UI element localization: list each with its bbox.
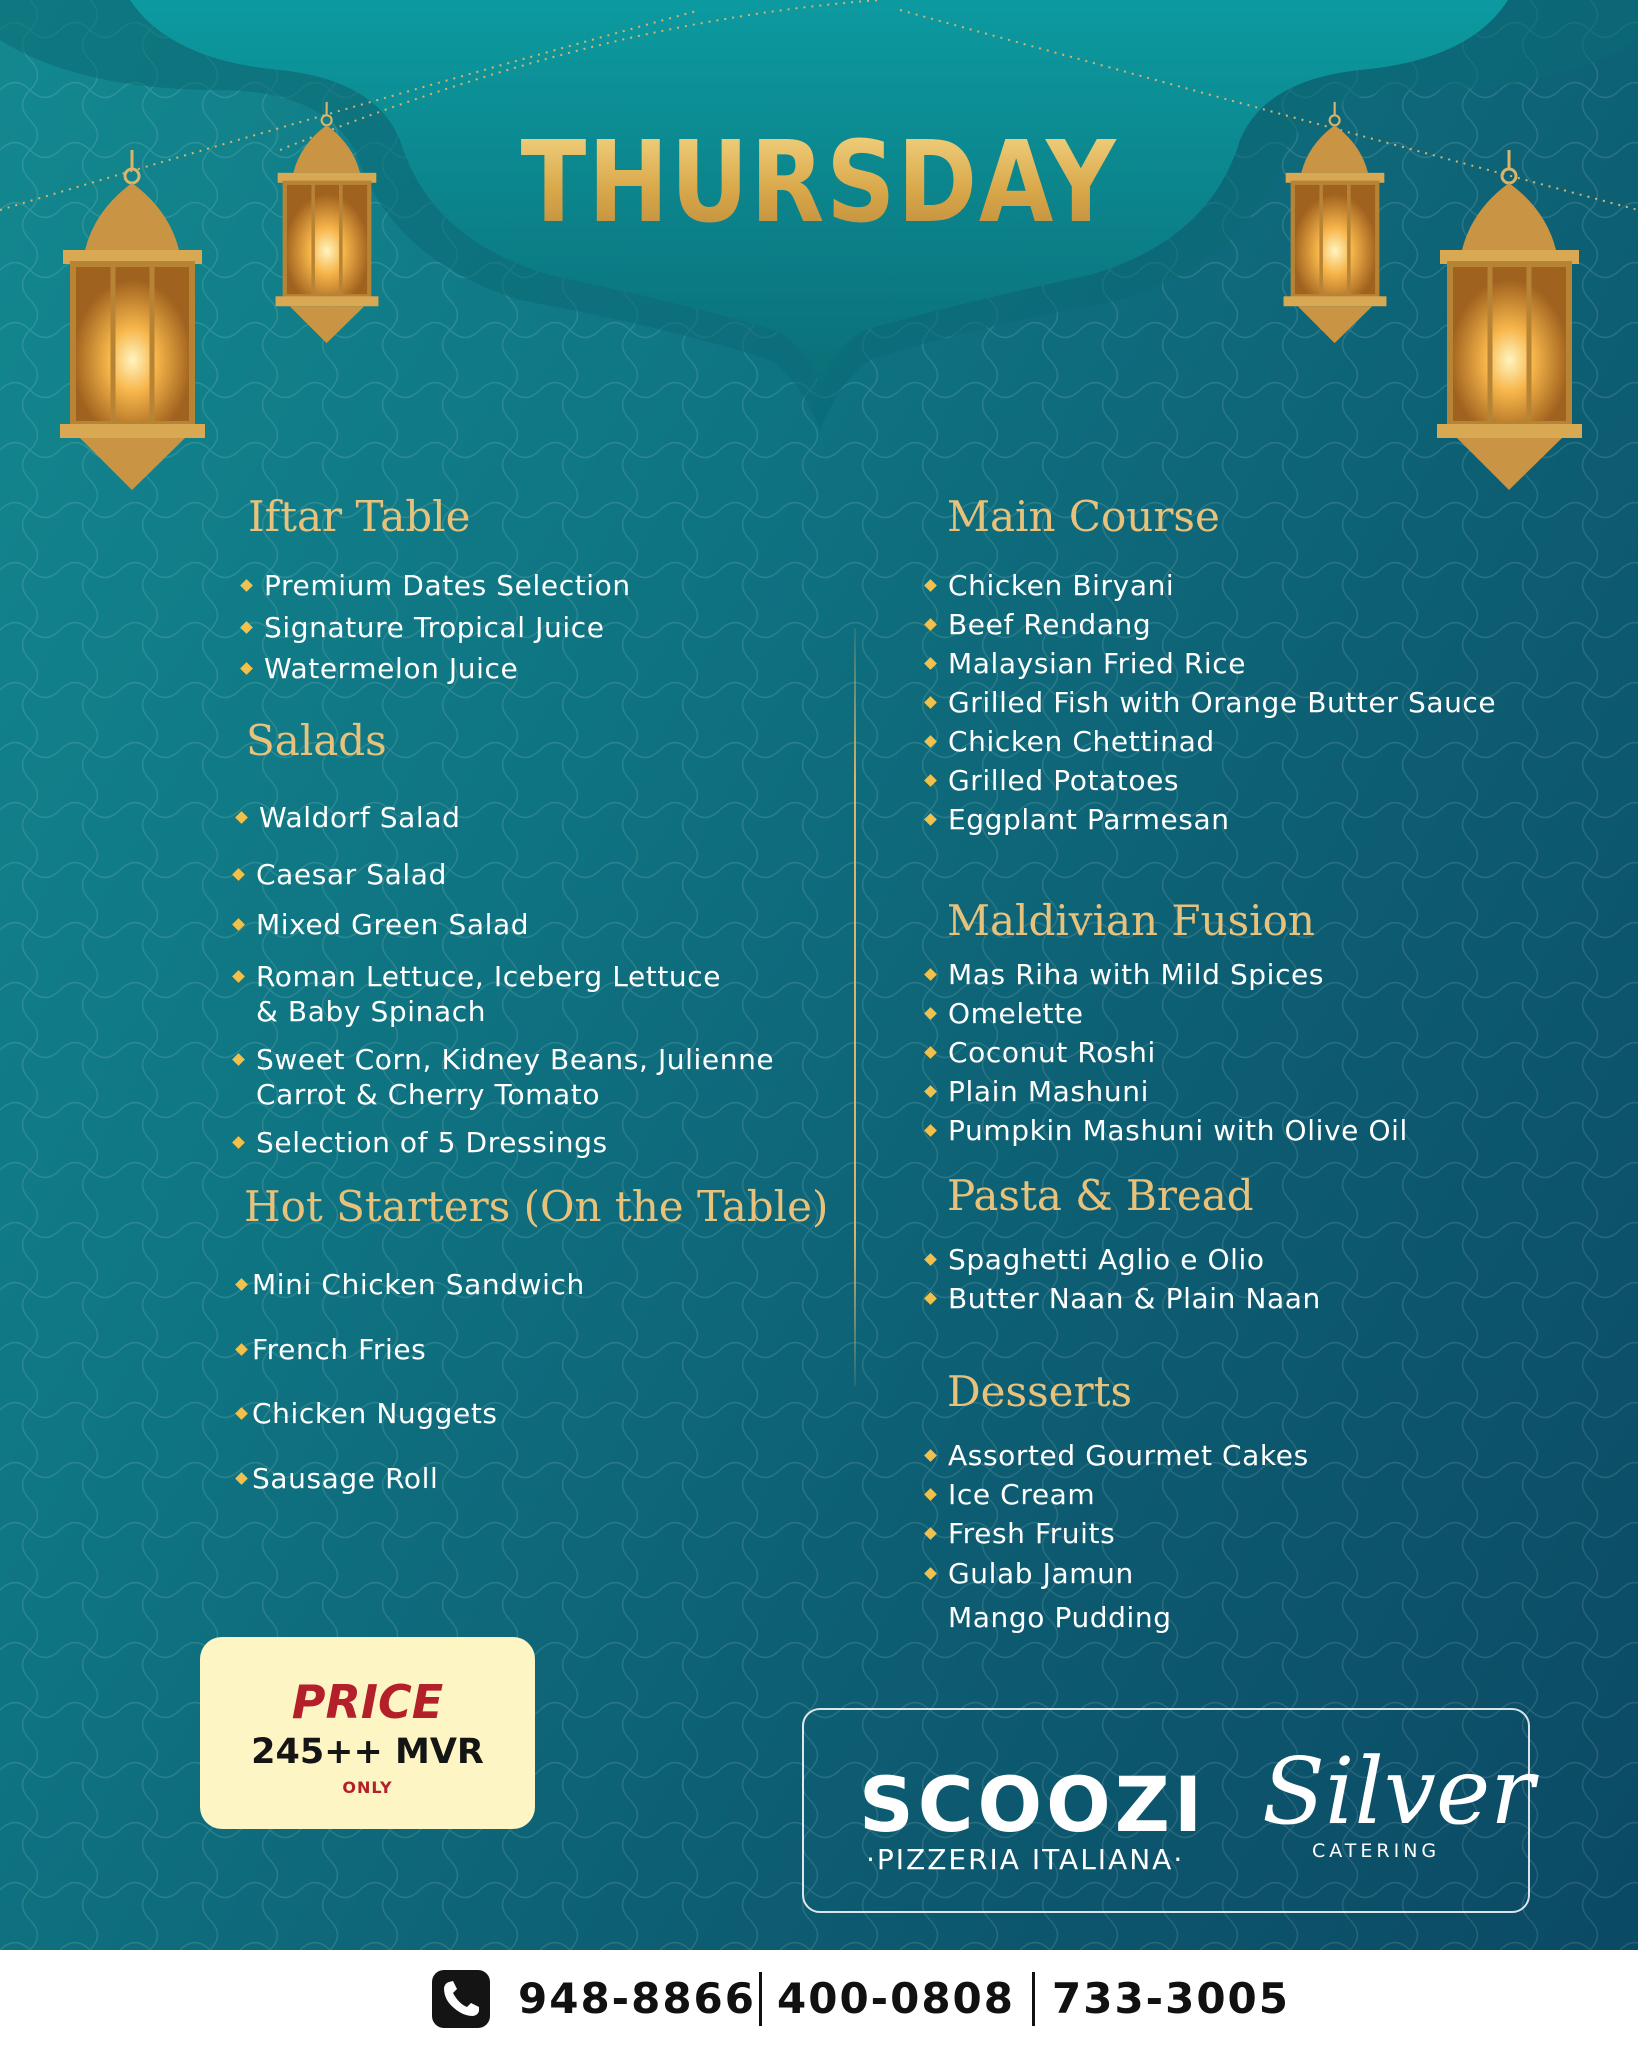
scoozi-logo: SCOOZI [859, 1760, 1207, 1849]
list-item: Chicken Chettinad [948, 724, 1215, 759]
list-item: Grilled Fish with Orange Butter Sauce [948, 685, 1496, 720]
list-item: Signature Tropical Juice [264, 610, 605, 645]
list-item: Selection of 5 Dressings [256, 1125, 608, 1160]
phone-icon [432, 1970, 490, 2028]
list-item-continued: & Baby Spinach [256, 995, 487, 1028]
list-item: French Fries [252, 1332, 426, 1367]
section-maldivian-fusion [947, 896, 1315, 945]
list-item: Spaghetti Aglio e Olio [948, 1242, 1265, 1277]
list-item: Roman Lettuce, Iceberg Lettuce [256, 959, 721, 994]
price-badge [200, 1637, 535, 1829]
list-item: Caesar Salad [256, 857, 447, 892]
day-title: THURSDAY [115, 118, 1524, 248]
brand-logos [802, 1708, 1535, 1913]
list-item: Chicken Biryani [948, 568, 1174, 603]
section-heading: Maldivian Fusion [947, 896, 1315, 945]
scoozi-tagline: ·PIZZERIA ITALIANA· [866, 1843, 1185, 1876]
list-item: Beef Rendang [948, 607, 1151, 642]
list-item: Plain Mashuni [948, 1074, 1149, 1109]
list-item: Chicken Nuggets [252, 1396, 498, 1431]
list-item: Mini Chicken Sandwich [252, 1267, 585, 1302]
section-heading: Hot Starters (On the Table) [244, 1182, 829, 1231]
section-salads [246, 716, 387, 765]
list-item: Waldorf Salad [259, 800, 460, 835]
list-item-continued: Carrot & Cherry Tomato [256, 1078, 601, 1111]
section-hot-starters [244, 1182, 828, 1231]
list-item: Omelette [948, 996, 1084, 1031]
phone-separator [759, 1972, 762, 2026]
list-item: Butter Naan & Plain Naan [948, 1281, 1321, 1316]
list-item: Pumpkin Mashuni with Olive Oil [948, 1113, 1408, 1148]
phone-handset-icon [432, 1970, 490, 2028]
list-item: Eggplant Parmesan [948, 802, 1230, 837]
contact-footer [0, 1950, 1638, 2048]
phone-number[interactable]: 733-3005 [1052, 1974, 1290, 2023]
list-item: Mixed Green Salad [256, 907, 529, 942]
phone-separator [1032, 1972, 1035, 2026]
list-item: Malaysian Fried Rice [948, 646, 1246, 681]
section-heading: Salads [246, 716, 387, 765]
list-item: Fresh Fruits [948, 1516, 1115, 1551]
section-heading: Main Course [947, 492, 1220, 541]
list-item: Assorted Gourmet Cakes [948, 1438, 1309, 1473]
price-note: ONLY [342, 1778, 393, 1797]
section-main-course [947, 492, 1220, 541]
list-item: Watermelon Juice [264, 651, 518, 686]
list-item: Mango Pudding [948, 1601, 1172, 1634]
section-pasta-bread [947, 1171, 1254, 1220]
phone-number[interactable]: 948-8866 [518, 1974, 756, 2023]
section-iftar-table [248, 492, 470, 541]
section-desserts [947, 1367, 1132, 1416]
price-value: 245++ MVR [251, 1732, 484, 1772]
list-item: Mas Riha with Mild Spices [948, 957, 1324, 992]
list-item: Sausage Roll [252, 1461, 438, 1496]
column-divider [854, 628, 856, 1386]
phone-number[interactable]: 400-0808 [777, 1974, 1015, 2023]
section-heading: Pasta & Bread [947, 1171, 1254, 1220]
silver-tagline: CATERING [1312, 1840, 1441, 1862]
section-heading: Desserts [947, 1367, 1133, 1416]
list-item: Coconut Roshi [948, 1035, 1156, 1070]
price-label: PRICE [291, 1675, 444, 1729]
silver-logo: Silver [1262, 1738, 1535, 1845]
list-item: Ice Cream [948, 1477, 1095, 1512]
list-item: Sweet Corn, Kidney Beans, Julienne [256, 1042, 774, 1077]
list-item: Premium Dates Selection [264, 568, 631, 603]
list-item: Grilled Potatoes [948, 763, 1179, 798]
list-item: Gulab Jamun [948, 1556, 1134, 1591]
section-heading: Iftar Table [248, 492, 471, 541]
